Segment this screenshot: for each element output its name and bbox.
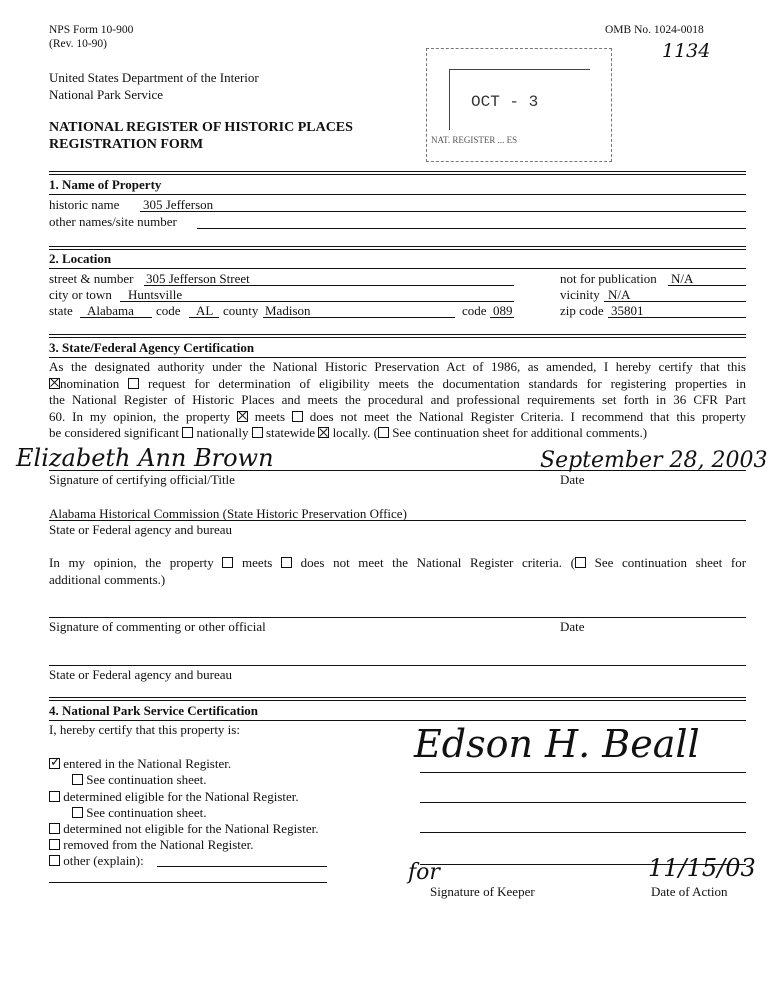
nomination-label: nomination xyxy=(60,375,120,391)
form-number: NPS Form 10-900 xyxy=(49,24,134,36)
not-for-publication-label: not for publication xyxy=(560,271,657,286)
form-revision: (Rev. 10-90) xyxy=(49,38,108,50)
nomination-checkbox[interactable] xyxy=(49,378,60,389)
cert-line-3: the National Register of Historic Places and meets the procedural and professional requirements set forth in 36 CFR Part xyxy=(49,392,746,407)
cert-line-1: As the designated authority under the National Historic Preservation Act of 1986, as amended, I hereby certify that this xyxy=(49,359,746,374)
street-value: 305 Jefferson Street xyxy=(146,271,250,286)
date-label: Date xyxy=(560,472,585,487)
divider xyxy=(49,171,746,175)
certification-paragraph xyxy=(49,359,746,442)
vicinity-label: vicinity xyxy=(560,287,600,302)
state-label: state xyxy=(49,303,73,318)
other-label: other (explain): xyxy=(63,853,144,868)
removed-label: removed from the National Register. xyxy=(63,837,254,852)
state-code-label: code xyxy=(156,303,181,318)
opinion-paragraph xyxy=(49,555,746,588)
request-checkbox[interactable] xyxy=(128,378,139,389)
cert-line-4a: 60. In my opinion, the property xyxy=(49,408,230,424)
removed-checkbox[interactable] xyxy=(49,839,60,850)
section-3-heading: 3. State/Federal Agency Certification xyxy=(49,340,255,355)
zip-value: 35801 xyxy=(611,303,644,318)
eligible-continuation-label: See continuation sheet. xyxy=(86,805,207,820)
meets-checkbox[interactable] xyxy=(237,411,248,422)
agency-name: Alabama Historical Commission (State Historic Preservation Office) xyxy=(49,506,407,521)
opinion-continuation-label: See continuation sheet for xyxy=(594,555,747,570)
significance-label: be considered significant xyxy=(49,425,179,440)
entered-continuation-label: See continuation sheet. xyxy=(86,772,207,787)
city-value: Huntsville xyxy=(128,287,183,302)
omb-number: OMB No. 1024-0018 xyxy=(605,24,704,36)
keeper-signature: Edson H. Beall xyxy=(414,722,700,766)
statewide-label: statewide xyxy=(265,425,316,440)
locally-checkbox[interactable] xyxy=(318,427,329,438)
county-value: Madison xyxy=(265,303,311,318)
certifying-signature: Elizabeth Ann Brown xyxy=(16,444,274,472)
entered-continuation-row xyxy=(72,772,206,788)
eligible-continuation-checkbox[interactable] xyxy=(72,807,83,818)
action-date-handwritten: 11/15/03 xyxy=(648,854,756,882)
other-row xyxy=(49,853,144,869)
section-4-heading: 4. National Park Service Certification xyxy=(49,703,259,718)
divider xyxy=(49,334,746,338)
stamp-text: NAT. REGISTER ... ES xyxy=(431,135,518,145)
city-label: city or town xyxy=(49,287,112,302)
county-code-value: 089 xyxy=(493,303,513,318)
opinion-text: In my opinion, the property xyxy=(49,555,214,570)
request-label: request for determination of eligibility meets the documentation standards for registering properties in xyxy=(147,375,747,391)
keeper-initials: for xyxy=(408,860,440,885)
opinion-meets-checkbox[interactable] xyxy=(222,557,233,568)
state-value: Alabama xyxy=(87,303,134,318)
street-label: street & number xyxy=(49,271,134,286)
other-checkbox[interactable] xyxy=(49,855,60,866)
not-eligible-checkbox[interactable] xyxy=(49,823,60,834)
department: United States Department of the Interior xyxy=(49,70,259,85)
removed-row xyxy=(49,837,254,853)
eligible-label: determined eligible for the National Register. xyxy=(63,789,299,804)
section-2-heading: 2. Location xyxy=(49,251,112,266)
other-names-label: other names/site number xyxy=(49,214,177,229)
does-not-meet-checkbox[interactable] xyxy=(292,411,303,422)
statewide-checkbox[interactable] xyxy=(252,427,263,438)
form-subtitle: REGISTRATION FORM xyxy=(49,137,204,152)
meets-label: meets xyxy=(254,408,286,424)
service: National Park Service xyxy=(49,87,164,102)
nationally-checkbox[interactable] xyxy=(182,427,193,438)
divider xyxy=(49,246,746,250)
historic-name-value: 305 Jefferson xyxy=(143,197,214,212)
stamp-date: OCT - 3 xyxy=(471,93,539,111)
handwritten-number: 1134 xyxy=(662,40,711,62)
not-for-publication-value: N/A xyxy=(671,271,694,286)
eligible-continuation-row xyxy=(72,805,206,821)
entered-row xyxy=(49,756,231,772)
nps-intro: I, hereby certify that this property is: xyxy=(49,722,240,737)
cert-line-4b: does not meet the National Register Criteria. I recommend that this property xyxy=(309,408,747,424)
form-title: NATIONAL REGISTER OF HISTORIC PLACES xyxy=(49,120,353,135)
continuation-checkbox[interactable] xyxy=(378,427,389,438)
agency2-label: State or Federal agency and bureau xyxy=(49,667,233,682)
entered-continuation-checkbox[interactable] xyxy=(72,774,83,785)
opinion-continuation-checkbox[interactable] xyxy=(575,557,586,568)
locally-label: locally. ( xyxy=(332,425,378,440)
action-date-label: Date of Action xyxy=(651,884,728,899)
eligible-checkbox[interactable] xyxy=(49,791,60,802)
historic-name-label: historic name xyxy=(49,197,120,212)
county-code-label: code xyxy=(462,303,487,318)
entered-checkbox[interactable] xyxy=(49,758,60,769)
opinion-additional-comments: additional comments.) xyxy=(49,571,166,587)
opinion-does-not-meet-checkbox[interactable] xyxy=(281,557,292,568)
nationally-label: nationally xyxy=(196,425,249,440)
not-eligible-label: determined not eligible for the National Register. xyxy=(63,821,319,836)
comment-signature-label: Signature of commenting or other official xyxy=(49,619,266,634)
agency-label: State or Federal agency and bureau xyxy=(49,522,233,537)
entered-label: entered in the National Register. xyxy=(63,756,232,771)
opinion-does-not-meet-label: does not meet the National Register criteria. ( xyxy=(300,555,575,570)
state-code-value: AL xyxy=(196,303,214,318)
opinion-meets-label: meets xyxy=(242,555,273,570)
divider xyxy=(49,697,746,701)
signature-label: Signature of certifying official/Title xyxy=(49,472,235,487)
received-stamp xyxy=(426,48,612,162)
certifying-date-handwritten: September 28, 2003 xyxy=(540,448,768,473)
comment-date-label: Date xyxy=(560,619,585,634)
keeper-label: Signature of Keeper xyxy=(430,884,535,899)
section-1-heading: 1. Name of Property xyxy=(49,177,162,192)
not-eligible-row xyxy=(49,821,318,837)
county-label: county xyxy=(223,303,259,318)
continuation-label: See continuation sheet for additional comments.) xyxy=(392,425,648,440)
vicinity-value: N/A xyxy=(608,287,631,302)
zip-label: zip code xyxy=(560,303,604,318)
eligible-row xyxy=(49,789,299,805)
